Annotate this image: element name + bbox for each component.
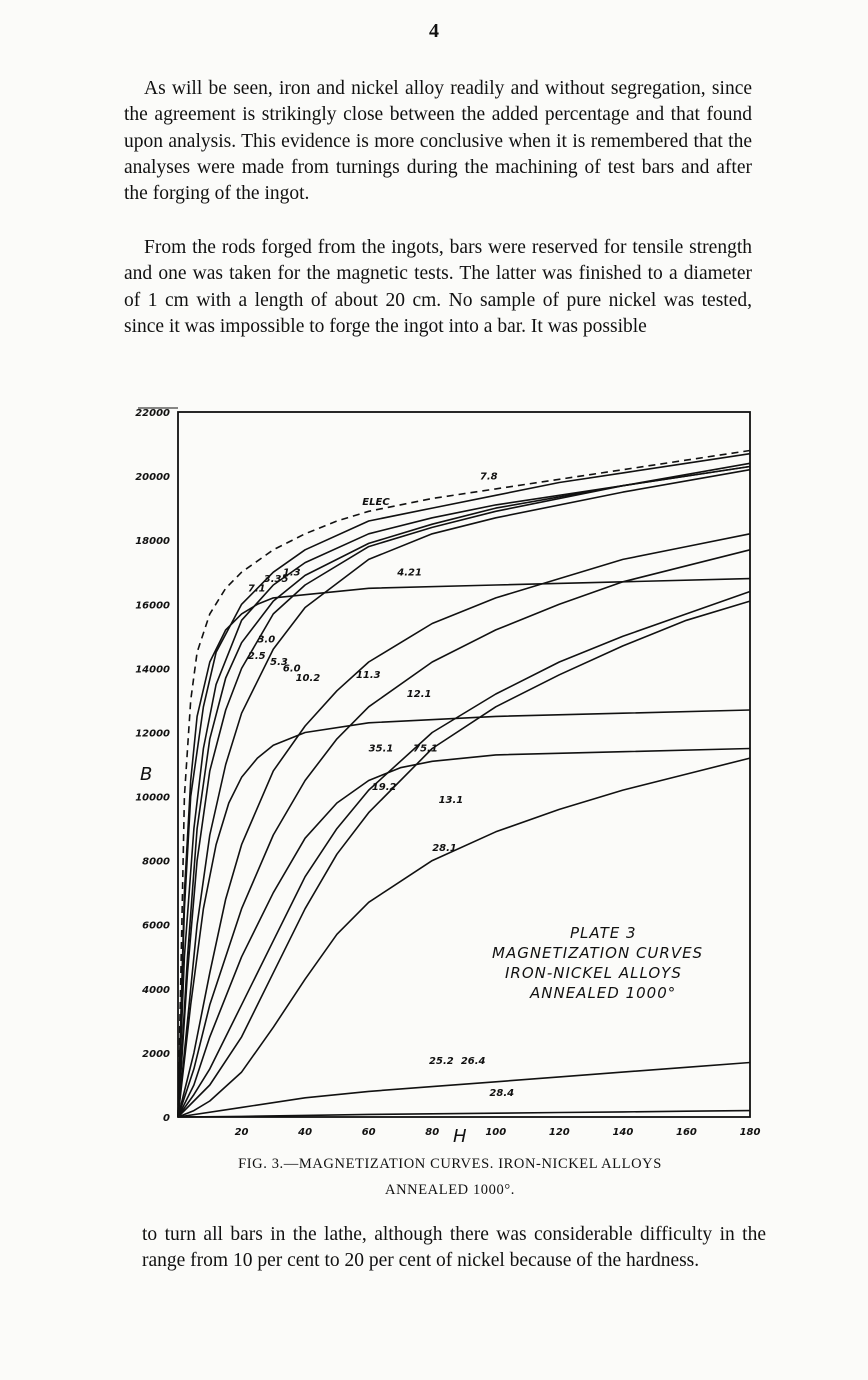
curve-label: 3.35	[263, 573, 289, 585]
plate-line-1: PLATE 3	[570, 924, 637, 942]
curve-28-4	[178, 1111, 750, 1117]
y-tick-label: 22000	[135, 408, 170, 419]
plate-line-4: ANNEALED 1000°	[530, 984, 677, 1002]
y-tick-label: 12000	[135, 728, 170, 740]
x-tick-label: 180	[739, 1127, 761, 1138]
y-tick-label: 18000	[135, 536, 170, 548]
x-tick-label: 60	[361, 1127, 376, 1138]
curve-label: 75.1	[413, 743, 438, 755]
curve-label: 7.8	[479, 471, 498, 483]
y-tick-label: 16000	[135, 600, 170, 612]
y-tick-label: 0	[163, 1113, 170, 1124]
curve-7-8	[178, 454, 750, 1117]
curve-label: ELEC	[362, 496, 390, 508]
curve-label: 12.1	[406, 689, 432, 701]
curve-label: 25.2	[429, 1056, 454, 1068]
plot-frame	[138, 408, 750, 1117]
plate-line-2: MAGNETIZATION CURVES	[492, 944, 704, 962]
x-tick-label: 120	[548, 1127, 570, 1138]
curve-label: 11.3	[355, 669, 381, 681]
curve-label: 10.2	[295, 673, 321, 685]
y-tick-label: 14000	[135, 664, 170, 676]
curve-label: 28.4	[489, 1088, 515, 1100]
x-tick-label: 160	[676, 1127, 697, 1138]
x-tick-label: 40	[298, 1127, 313, 1138]
curve-label: 19.2	[371, 782, 397, 794]
x-tick-label: 140	[612, 1127, 634, 1138]
x-tick-label: 20	[234, 1127, 249, 1138]
y-tick-label: 6000	[142, 920, 170, 932]
x-axis-label: H	[453, 1126, 467, 1147]
figure-caption-line-1: FIG. 3.—MAGNETIZATION CURVES. IRON-NICKEL ALLOYS	[238, 1156, 662, 1172]
curve-label: 13.1	[438, 794, 464, 806]
curve-label: 28.1	[432, 843, 457, 855]
curve-25-2-26-4	[178, 1063, 750, 1118]
plate-line-3: IRON-NICKEL ALLOYS	[505, 964, 682, 982]
curve-label: 2.5	[247, 650, 266, 662]
curve-label: 7.1	[247, 583, 266, 595]
paragraph-3: to turn all bars in the lathe, although there was considerable difficulty in the range from 10 per cent to 20 per cent of nickel because of the hardness.	[142, 1224, 766, 1272]
paragraph-2: From the rods forged from the ingots, bars were reserved for tensile strength and one was taken for the magnetic tests. The latter was finished to a diameter of 1 cm with a length of about 20 cm. No sample of pure nickel was tested, since it was impossible to forge the ingot into a bar. It was possible	[124, 237, 752, 337]
curve-label: 4.21	[397, 567, 422, 579]
y-tick-label: 8000	[142, 856, 170, 868]
figure-caption-line-2: ANNEALED 1000°.	[385, 1182, 515, 1198]
curve-label: 6.0	[282, 663, 301, 675]
paragraph-1: As will be seen, iron and nickel alloy readily and without segregation, since the agreement is strikingly close between the added percentage and that found upon analysis. This evidence is more conclusive when it is remembered that the analyses were made from turnings during the machining of test bars and after the forging of the ingot.	[124, 78, 752, 205]
x-tick-label: 80	[425, 1127, 440, 1138]
x-tick-label: 100	[485, 1127, 507, 1138]
curve-label: 35.1	[368, 743, 394, 755]
curve-19-2	[178, 592, 750, 1118]
page-number: 4	[429, 20, 439, 42]
plot-border	[178, 412, 750, 1117]
curve-label: 5.3	[270, 657, 288, 669]
plate-title	[492, 924, 703, 1002]
y-axis-label: B	[140, 764, 153, 785]
curve-label: 26.4	[460, 1056, 486, 1068]
y-tick-label: 10000	[135, 792, 170, 804]
curve-label: 1.3	[282, 567, 301, 579]
curve-2-5	[178, 463, 750, 1117]
y-tick-label: 4000	[142, 984, 170, 996]
y-tick-label: 2000	[142, 1048, 170, 1060]
y-tick-label: 20000	[135, 472, 170, 484]
curve-label: 3.0	[257, 634, 276, 646]
curves-group	[178, 451, 750, 1118]
